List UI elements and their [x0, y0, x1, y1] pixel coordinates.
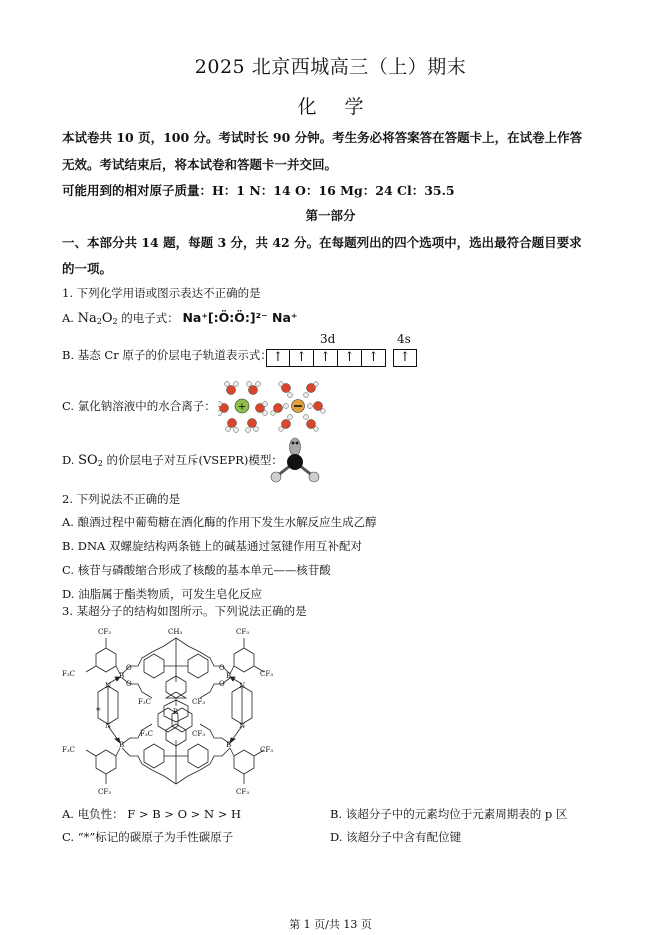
part-instruction-2: 的一项。 [62, 261, 113, 276]
q2-option-d: D. 油脂属于酯类物质，可发生皂化反应 [62, 587, 263, 601]
q1-a-prefix: A. [62, 311, 74, 325]
q2-option-a: A. 酿酒过程中葡萄糖在酒化酶的作用下发生水解反应生成乙醇 [62, 515, 377, 529]
orbital-box: ↑ [338, 349, 362, 367]
label-oxygen: O [126, 664, 132, 672]
label-cf3: CF₃ [236, 788, 250, 796]
label-oxygen: O [219, 664, 225, 672]
orbital-box: ↑ [362, 349, 386, 367]
vsepr-model-figure [268, 436, 324, 488]
label-f3c: F₃C [62, 746, 76, 754]
label-cf3: CF₃ [98, 788, 112, 796]
q3-option-a: A. 电负性： F > B > O > N > H [62, 807, 242, 821]
orbital-diagram-3d [266, 349, 386, 367]
question-2-stem: 2. 下列说法不正确的是 [62, 492, 181, 506]
label-nitrogen: N [239, 722, 246, 730]
q2-option-b: B. DNA 双螺旋结构两条链上的碱基通过氢键作用互补配对 [62, 539, 363, 553]
intro-line-1: 本试卷共 10 页，100 分。考试时长 90 分钟。考生务必将答案答在答题卡上，在试卷上作答 [62, 130, 583, 145]
label-oxygen: O [219, 680, 225, 688]
q3-option-b: B. 该超分子中的元素均位于元素周期表的 p 区 [330, 807, 568, 821]
label-boron: B [226, 741, 232, 749]
q1-a-sub2: 2 [112, 317, 118, 326]
q1-option-d [62, 453, 283, 471]
label-oxygen: O [126, 680, 132, 688]
orbital-diagram-4s [393, 349, 417, 367]
q1-d-text: 的价层电子对互斥(VSEPR)模型： [106, 453, 283, 467]
label-f3c: F₃C [140, 730, 154, 738]
orbital-label-3d: 3d [320, 332, 336, 346]
q1-option-b: B. 基态 Cr 原子的价层电子轨道表示式： [62, 348, 272, 362]
label-chiral-star: * [96, 707, 101, 717]
question-3-stem: 3. 某超分子的结构如图所示。下列说法正确的是 [62, 604, 307, 618]
q1-d-sub: 2 [97, 459, 103, 468]
label-boron: B [226, 672, 232, 680]
label-f3c: F₃C [138, 698, 152, 706]
orbital-box: ↑ [393, 349, 417, 367]
hydrated-ions-figure [218, 378, 328, 436]
label-boron: B [173, 708, 179, 716]
label-cf3: CF₃ [98, 628, 112, 636]
part-heading: 第一部分 [305, 208, 356, 223]
q1-a-o: O [101, 311, 113, 326]
hydrated-cl-ion [271, 382, 326, 432]
label-cf3: CF₃ [192, 698, 206, 706]
label-cf3: CF₃ [236, 628, 250, 636]
hydrated-na-ion [218, 382, 268, 433]
label-nitrogen: N [105, 682, 112, 690]
label-ch3: CH₃ [168, 628, 183, 636]
part-instruction-1: 一、本部分共 14 题，每题 3 分，共 42 分。在每题列出的四个选项中，选出最符合题目要求 [62, 235, 582, 250]
question-1-stem: 1. 下列化学用语或图示表达不正确的是 [62, 286, 261, 300]
orbital-box: ↑ [266, 349, 290, 367]
q1-a-sub1: 2 [96, 317, 102, 326]
q3-option-c: C. “*”标记的碳原子为手性碳原子 [62, 830, 234, 844]
label-nitrogen: N [105, 722, 112, 730]
q1-a-text: 的电子式： [121, 311, 179, 325]
q2-option-c: C. 核苷与磷酸缩合形成了核酸的基本单元——核苷酸 [62, 563, 331, 577]
q1-a-electron-formula: Na⁺[:Ö:Ö:]²⁻ Na⁺ [182, 310, 298, 325]
intro-line-3: 可能用到的相对原子质量：H：1 N：14 O：16 Mg：24 Cl：35.5 [62, 183, 455, 198]
label-nitrogen: N [239, 682, 246, 690]
orbital-box: ↑ [290, 349, 314, 367]
label-f3c: F₃C [62, 670, 76, 678]
svg-text:+: + [237, 401, 247, 413]
label-cf3: CF₃ [260, 670, 274, 678]
page-footer: 第 1 页/共 13 页 [289, 918, 372, 931]
label-boron: B [119, 672, 125, 680]
label-cf3: CF₃ [260, 746, 274, 754]
intro-line-2: 无效。考试结束后，将本试卷和答题卡一并交回。 [62, 157, 338, 172]
supramolecule-structure-figure [60, 622, 290, 800]
q1-d-prefix: D. [62, 453, 75, 467]
orbital-box: ↑ [314, 349, 338, 367]
q1-a-na: Na [77, 311, 97, 326]
q3-option-d: D. 该超分子中含有配位键 [330, 830, 462, 844]
subject-title: 化学 [297, 96, 392, 118]
label-cf3: CF₃ [192, 730, 206, 738]
orbital-label-4s: 4s [397, 332, 411, 346]
q1-option-c: C. 氯化钠溶液中的水合离子： [62, 399, 216, 413]
q1-d-formula: SO [78, 453, 98, 468]
label-boron: B [119, 741, 125, 749]
page-title: 2025 北京西城高三（上）期末 [194, 56, 467, 78]
q1-option-a [62, 310, 298, 329]
